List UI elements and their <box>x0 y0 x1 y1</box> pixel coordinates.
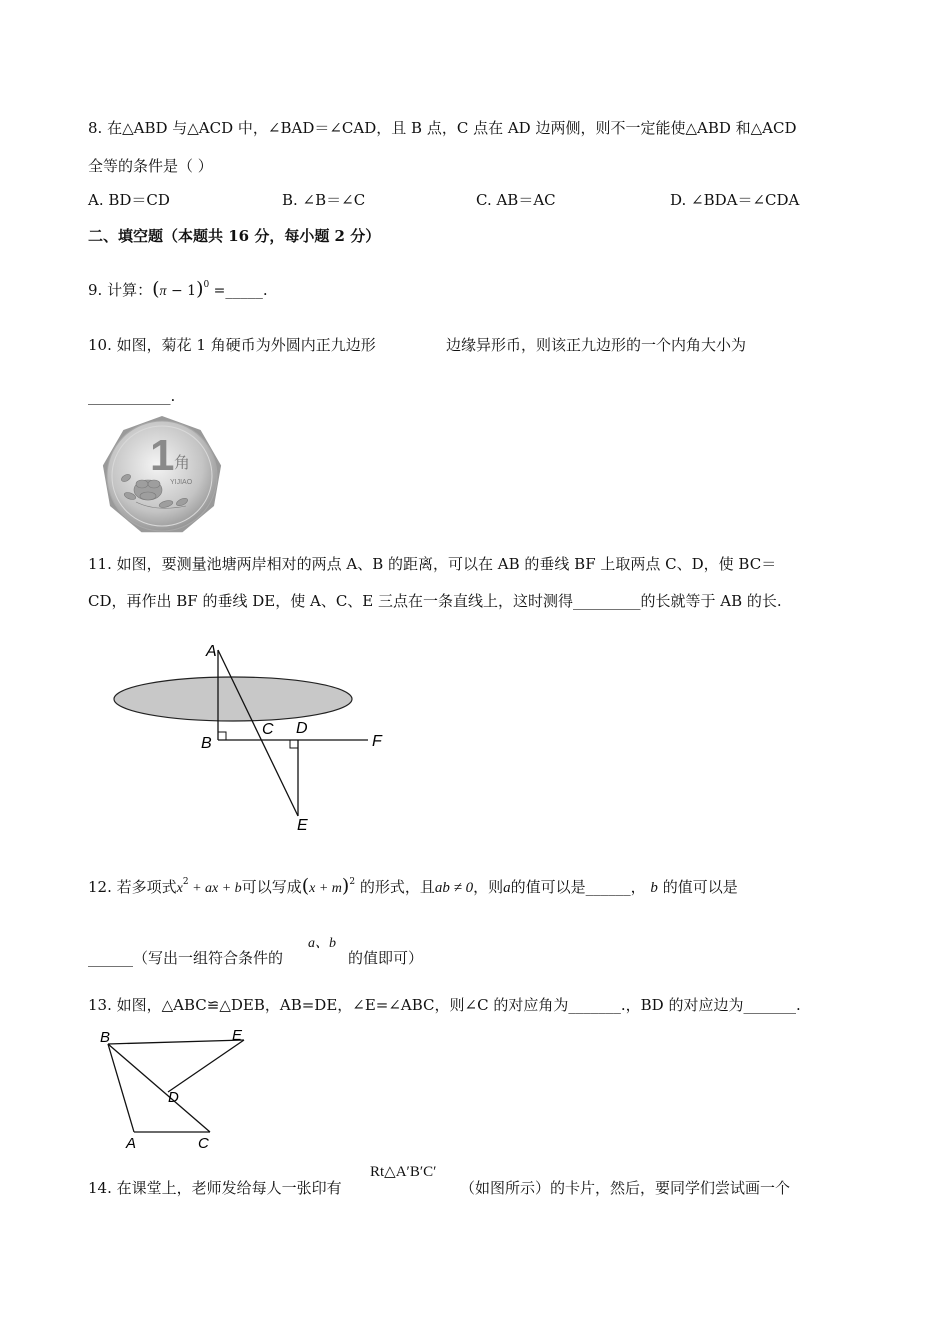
coin-figure <box>96 412 228 542</box>
q9-exponent: 0 <box>203 280 210 290</box>
coin-label: YIJIAO <box>170 479 193 486</box>
q12-square: $(x + m)^2$ <box>301 875 356 897</box>
q12-line2-vars: a、b <box>308 936 336 951</box>
q9-line <box>88 275 268 302</box>
q12-mid1: 可以写成 <box>241 878 302 896</box>
label-b: B <box>201 735 212 752</box>
q11-line2: CD，再作出 BF 的垂线 DE，使 A、C、E 三点在一条直线上，这时测得_________的长就等于 AB 的长. <box>88 592 782 610</box>
q12-mid2: 的形式，且 <box>359 878 435 896</box>
right-angle-d <box>290 740 298 748</box>
q14-rt-triangle: Rt△A′B′C′ <box>370 1164 437 1180</box>
line-ae <box>218 650 298 816</box>
tri-label-c: C <box>198 1135 209 1152</box>
q12-poly-rest: + ax + b <box>188 881 242 896</box>
q8-line1: 8. 在△ABD 与△ACD 中，∠BAD＝∠CAD，且 B 点，C 点在 AD 边两侧，则不一定能使△ABD 和△ACD <box>88 119 797 137</box>
label-a: A <box>206 643 217 660</box>
q9-equals: = <box>209 283 226 299</box>
line-be <box>108 1040 244 1044</box>
line-ba <box>108 1044 134 1132</box>
label-c: C <box>262 721 274 738</box>
tri-label-b: B <box>100 1029 111 1046</box>
tri-label-a: A <box>126 1135 137 1152</box>
q11-line1: 11. 如图，要测量池塘两岸相对的两点 A、B 的距离，可以在 AB 的垂线 BF 上取两点 C、D，使 BC＝ <box>88 555 777 573</box>
q9-expression: $(\pi - 1)^0$ = <box>152 278 226 300</box>
q14-suffix: （如图所示）的卡片，然后，要同学们尝试画一个 <box>460 1179 791 1197</box>
q12-mid4: 的值可以是______， <box>510 878 646 896</box>
q8-option-b: B. ∠B＝∠C <box>282 191 366 209</box>
section-title: 二、填空题（本题共 16 分，每小题 2 分） <box>88 227 381 245</box>
q12-sq-inner: x + m <box>309 881 342 896</box>
pond-figure <box>100 636 400 836</box>
q12-mid3: ，则 <box>473 878 504 896</box>
q10-blank: ___________. <box>88 387 176 405</box>
q9-blank: _____. <box>225 281 268 299</box>
q12-line1 <box>88 872 738 899</box>
q9-minus-one: − 1 <box>166 283 197 299</box>
right-angle-b <box>218 732 226 740</box>
q8-option-d: D. ∠BDA＝∠CDA <box>670 191 800 209</box>
line-ed <box>168 1040 244 1092</box>
tri-label-d: D <box>168 1089 179 1106</box>
q12-line2-end: 的值即可） <box>348 949 424 967</box>
q12-line2a: ______（写出一组符合条件的 <box>88 949 284 967</box>
q8-option-c: C. AB＝AC <box>476 191 556 209</box>
q8-option-a: A. BD＝CD <box>88 191 170 209</box>
label-e: E <box>297 817 308 834</box>
q10-line1a: 10. 如图，菊花 1 角硬币为外圆内正九边形 <box>88 336 376 354</box>
q9-pi: π <box>159 284 167 299</box>
coin-char: 角 <box>174 455 191 472</box>
label-d: D <box>296 720 308 737</box>
q13-line: 13. 如图，△ABC≌△DEB，AB=DE，∠E=∠ABC，则∠C 的对应角为_______.，BD 的对应边为_______. <box>88 996 801 1014</box>
q12-var-a: a <box>503 880 511 896</box>
q12-prefix: 12. 若多项式 <box>88 878 177 896</box>
q12-poly-x: x <box>176 881 183 896</box>
coin-digit: 1 <box>150 431 175 480</box>
q12-cond: ab ≠ 0 <box>434 880 474 896</box>
q12-polynomial <box>176 877 242 896</box>
q12-sq-exp: 2 <box>349 877 356 887</box>
label-f: F <box>372 733 382 750</box>
q8-line2: 全等的条件是（ ） <box>88 157 213 175</box>
line-bc <box>108 1044 210 1132</box>
q14-prefix: 14. 在课堂上，老师发给每人一张印有 <box>88 1179 342 1197</box>
triangle-figure <box>92 1024 262 1154</box>
tri-label-e: E <box>232 1027 243 1044</box>
q10-line1b: 边缘异形币，则该正九边形的一个内角大小为 <box>446 336 747 354</box>
pond-ellipse <box>114 677 352 721</box>
q9-prefix: 9. 计算： <box>88 281 153 299</box>
q12-var-b: b <box>650 880 658 896</box>
q12-mid5: 的值可以是 <box>662 878 738 896</box>
q12-poly-exp: 2 <box>182 877 189 887</box>
